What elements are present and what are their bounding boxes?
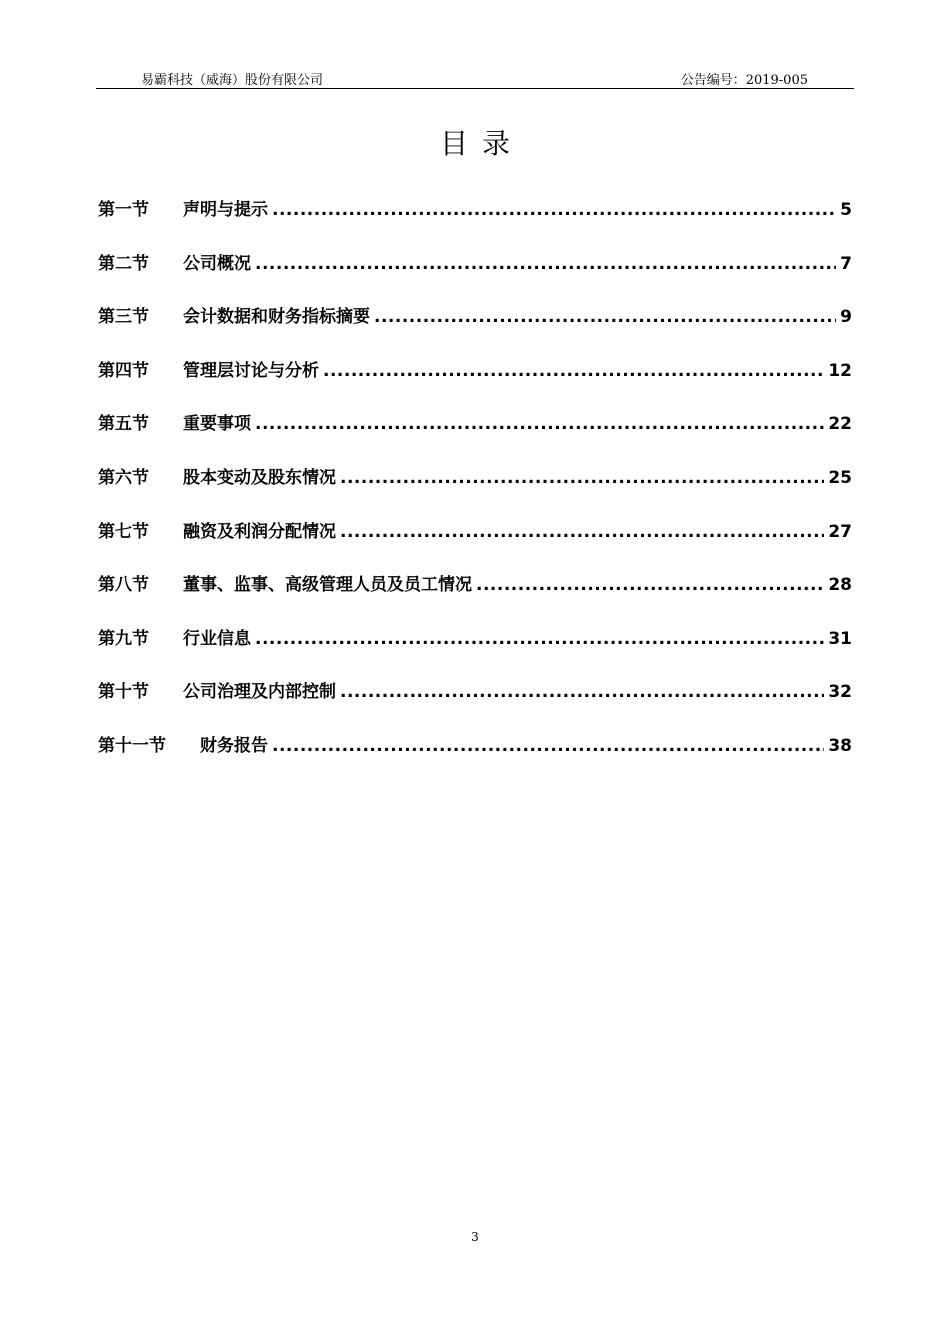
toc-entry-1[interactable] xyxy=(98,195,852,249)
notice-number: 公告编号：2019-005 xyxy=(680,73,808,88)
toc-leader xyxy=(476,575,824,595)
toc-page: 12 xyxy=(828,360,852,381)
toc-leader xyxy=(340,682,824,702)
toc-section: 第二节 xyxy=(98,253,149,274)
toc-leader xyxy=(255,254,836,274)
toc-leader xyxy=(272,200,836,220)
toc-title: 声明与提示 xyxy=(183,200,268,220)
toc-section: 第七节 xyxy=(98,521,149,542)
toc-entry-3[interactable] xyxy=(98,302,852,356)
toc-page: 5 xyxy=(840,200,852,220)
toc-title: 管理层讨论与分析 xyxy=(183,360,319,381)
toc-title: 行业信息 xyxy=(183,628,251,649)
toc-page: 9 xyxy=(840,307,852,328)
toc-section: 第五节 xyxy=(98,414,149,435)
toc-page: 7 xyxy=(840,253,852,274)
toc-title: 会计数据和财务指标摘要 xyxy=(183,307,370,328)
toc-entry-2[interactable] xyxy=(98,249,852,303)
toc-page: 25 xyxy=(828,467,852,488)
toc-title: 股本变动及股东情况 xyxy=(183,467,336,488)
toc-page: 31 xyxy=(828,628,852,649)
toc-entry-6[interactable] xyxy=(98,463,852,517)
toc-section: 第三节 xyxy=(98,307,149,328)
toc-page: 38 xyxy=(828,735,852,756)
page-header xyxy=(96,64,854,89)
toc-section: 第十节 xyxy=(98,682,149,703)
page-number: 3 xyxy=(471,1230,479,1244)
toc-page: 27 xyxy=(828,521,852,542)
toc-leader xyxy=(340,522,824,542)
toc-title: 公司概况 xyxy=(183,253,251,274)
toc-page: 22 xyxy=(828,414,852,435)
toc-section: 第十一节 xyxy=(98,735,166,756)
toc-leader xyxy=(272,736,824,756)
toc-entry-7[interactable] xyxy=(98,517,852,571)
toc-section: 第八节 xyxy=(98,575,149,596)
toc-title: 财务报告 xyxy=(200,735,268,756)
toc-section: 第一节 xyxy=(98,200,149,220)
toc-leader xyxy=(255,414,824,434)
toc-section: 第四节 xyxy=(98,360,149,381)
toc-title: 重要事项 xyxy=(183,414,251,435)
table-of-contents xyxy=(98,195,852,785)
toc-section: 第六节 xyxy=(98,467,149,488)
toc-entry-8[interactable] xyxy=(98,570,852,624)
toc-page: 32 xyxy=(828,682,852,703)
toc-title: 融资及利润分配情况 xyxy=(183,521,336,542)
toc-entry-5[interactable] xyxy=(98,409,852,463)
toc-leader xyxy=(374,307,836,327)
page-title: 目录 xyxy=(439,127,524,160)
toc-leader xyxy=(323,361,824,381)
toc-title: 公司治理及内部控制 xyxy=(183,682,336,703)
toc-entry-9[interactable] xyxy=(98,624,852,678)
toc-title: 董事、监事、高级管理人员及员工情况 xyxy=(183,575,472,596)
toc-leader xyxy=(340,468,824,488)
toc-page: 28 xyxy=(828,575,852,596)
toc-entry-10[interactable] xyxy=(98,677,852,731)
company-name: 易霸科技（威海）股份有限公司 xyxy=(141,73,324,88)
toc-section: 第九节 xyxy=(98,628,149,649)
toc-leader xyxy=(255,629,824,649)
toc-entry-11[interactable] xyxy=(98,731,852,785)
toc-entry-4[interactable] xyxy=(98,356,852,410)
